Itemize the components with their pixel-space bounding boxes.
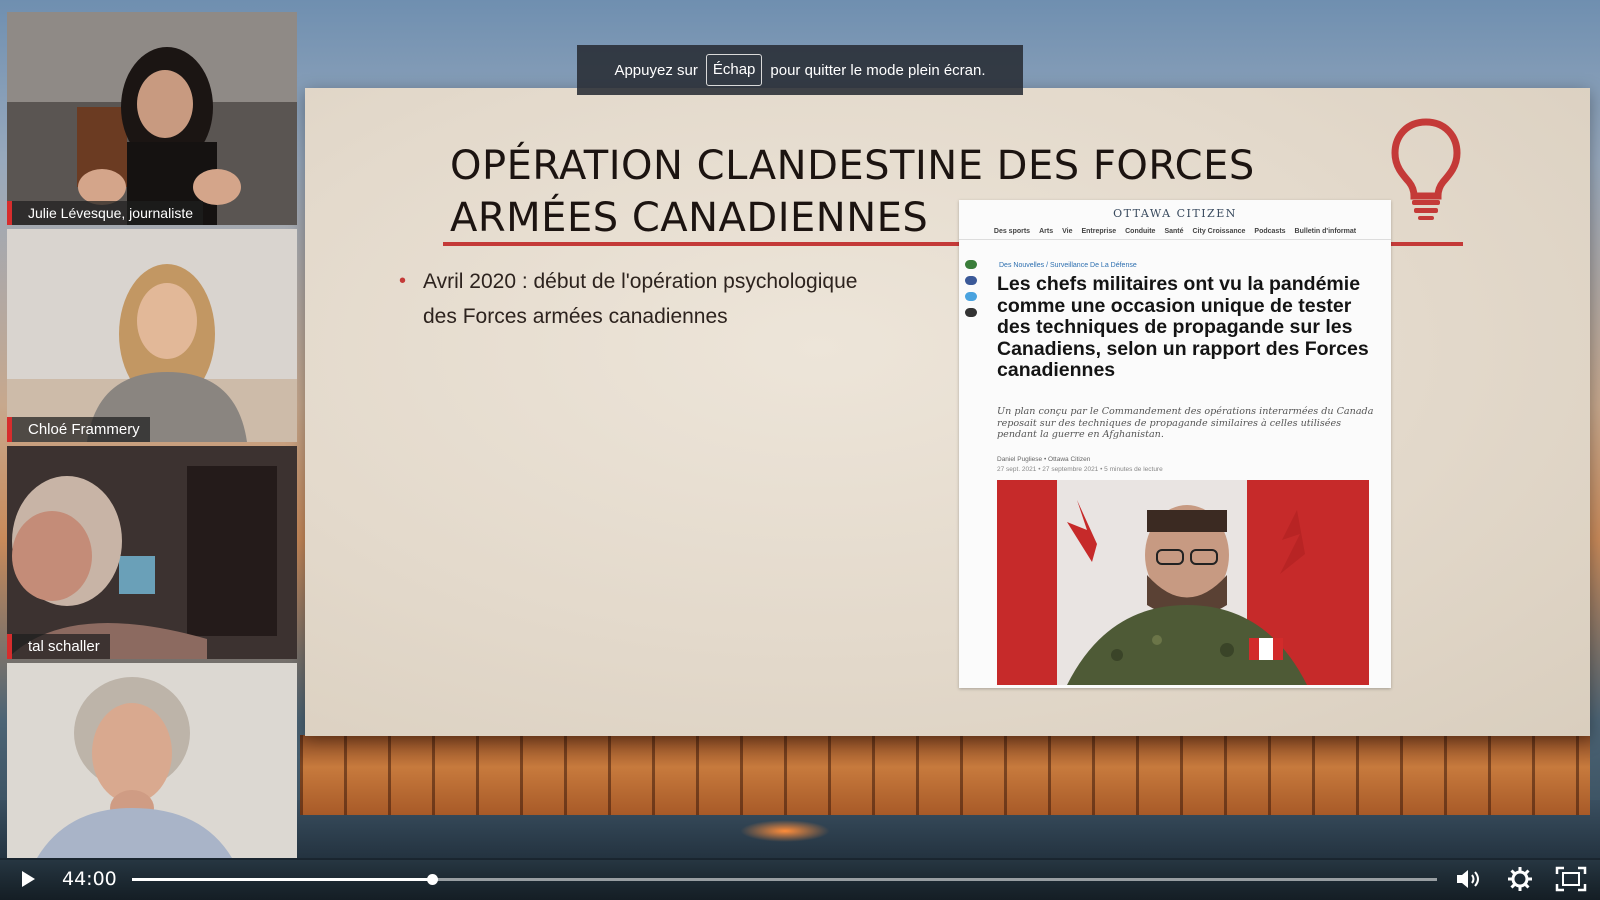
bullet-dot: • bbox=[399, 270, 407, 292]
article-nav-item: Vie bbox=[1062, 228, 1073, 235]
article-nav-item: Santé bbox=[1164, 228, 1184, 235]
fullscreen-exit-notice bbox=[577, 45, 1023, 95]
progress-bar[interactable] bbox=[132, 878, 1437, 881]
newspaper-masthead: OTTAWA CITIZEN bbox=[1113, 207, 1237, 220]
article-nav-item: Arts bbox=[1039, 228, 1054, 235]
article-nav bbox=[959, 220, 1391, 240]
article-nav-item: Podcasts bbox=[1254, 228, 1286, 235]
article-photo bbox=[997, 480, 1369, 685]
sun-reflection bbox=[740, 820, 830, 842]
bullet-item bbox=[395, 264, 915, 334]
bullet-list bbox=[395, 264, 915, 334]
facebook-icon bbox=[965, 276, 977, 285]
play-icon[interactable] bbox=[18, 869, 38, 889]
settings-icon[interactable] bbox=[1507, 866, 1533, 892]
participant-tile bbox=[7, 446, 297, 659]
participant-tile bbox=[7, 12, 297, 225]
article-dates: 27 sept. 2021 • 27 septembre 2021 • 5 minutes de lecture bbox=[997, 466, 1163, 473]
presentation-slide bbox=[305, 88, 1590, 736]
participant-name: Chloé Frammery bbox=[7, 417, 150, 442]
article-nav-item: Conduite bbox=[1125, 228, 1156, 235]
video-player-controls bbox=[0, 858, 1600, 900]
slide-title-line1: OPÉRATION CLANDESTINE DES FORCES bbox=[450, 143, 1255, 189]
share-comments-icon bbox=[965, 260, 977, 269]
esc-notice-suffix: pour quitter le mode plein écran. bbox=[770, 61, 986, 79]
bullet-line2: des Forces armées canadiennes bbox=[423, 305, 728, 328]
participant-video bbox=[7, 446, 297, 659]
participant-video bbox=[7, 12, 297, 225]
lightbulb-icon bbox=[1390, 116, 1462, 221]
twitter-icon bbox=[965, 292, 977, 301]
participant-name: Julie Lévesque, journaliste bbox=[7, 201, 203, 225]
bullet-line1: Avril 2020 : début de l'opération psychologique bbox=[423, 270, 858, 293]
participant-video bbox=[7, 663, 297, 858]
participant-name: tal schaller bbox=[7, 634, 110, 659]
article-nav-item: Entreprise bbox=[1081, 228, 1117, 235]
participant-video bbox=[7, 229, 297, 442]
slide-title-line2: ARMÉES CANADIENNES bbox=[450, 195, 929, 241]
article-byline: Daniel Pugliese • Ottawa Citizen bbox=[997, 456, 1091, 463]
esc-key-badge: Échap bbox=[706, 54, 763, 86]
article-breadcrumb: Des Nouvelles / Surveillance De La Défense bbox=[999, 262, 1137, 269]
article-nav-item: Bulletin d'informat bbox=[1294, 228, 1357, 235]
esc-notice-prefix: Appuyez sur bbox=[614, 61, 698, 79]
participant-tile bbox=[7, 229, 297, 442]
news-article-screenshot bbox=[959, 200, 1391, 688]
article-headline: Les chefs militaires ont vu la pandémie comme une occasion unique de tester des techniques de propagande sur les Canadiens, selon un rapport des Forces canadiennes bbox=[997, 273, 1369, 381]
volume-icon[interactable] bbox=[1454, 866, 1484, 892]
article-nav-item: City Croissance bbox=[1192, 228, 1246, 235]
progress-handle[interactable] bbox=[427, 874, 438, 885]
playback-time: 44:00 bbox=[62, 868, 117, 890]
fullscreen-icon[interactable] bbox=[1555, 866, 1587, 892]
wooden-floor bbox=[300, 735, 1590, 815]
progress-fill bbox=[132, 878, 432, 881]
article-nav-item: Des sports bbox=[993, 228, 1031, 235]
email-icon bbox=[965, 308, 977, 317]
share-icons bbox=[965, 260, 979, 324]
participant-tile bbox=[7, 663, 297, 858]
article-deck: Un plan conçu par le Commandement des opérations interarmées du Canada reposait sur des techniques de propagande similaires à celles utilisées pendant la guerre en Afghanistan. bbox=[997, 406, 1374, 440]
